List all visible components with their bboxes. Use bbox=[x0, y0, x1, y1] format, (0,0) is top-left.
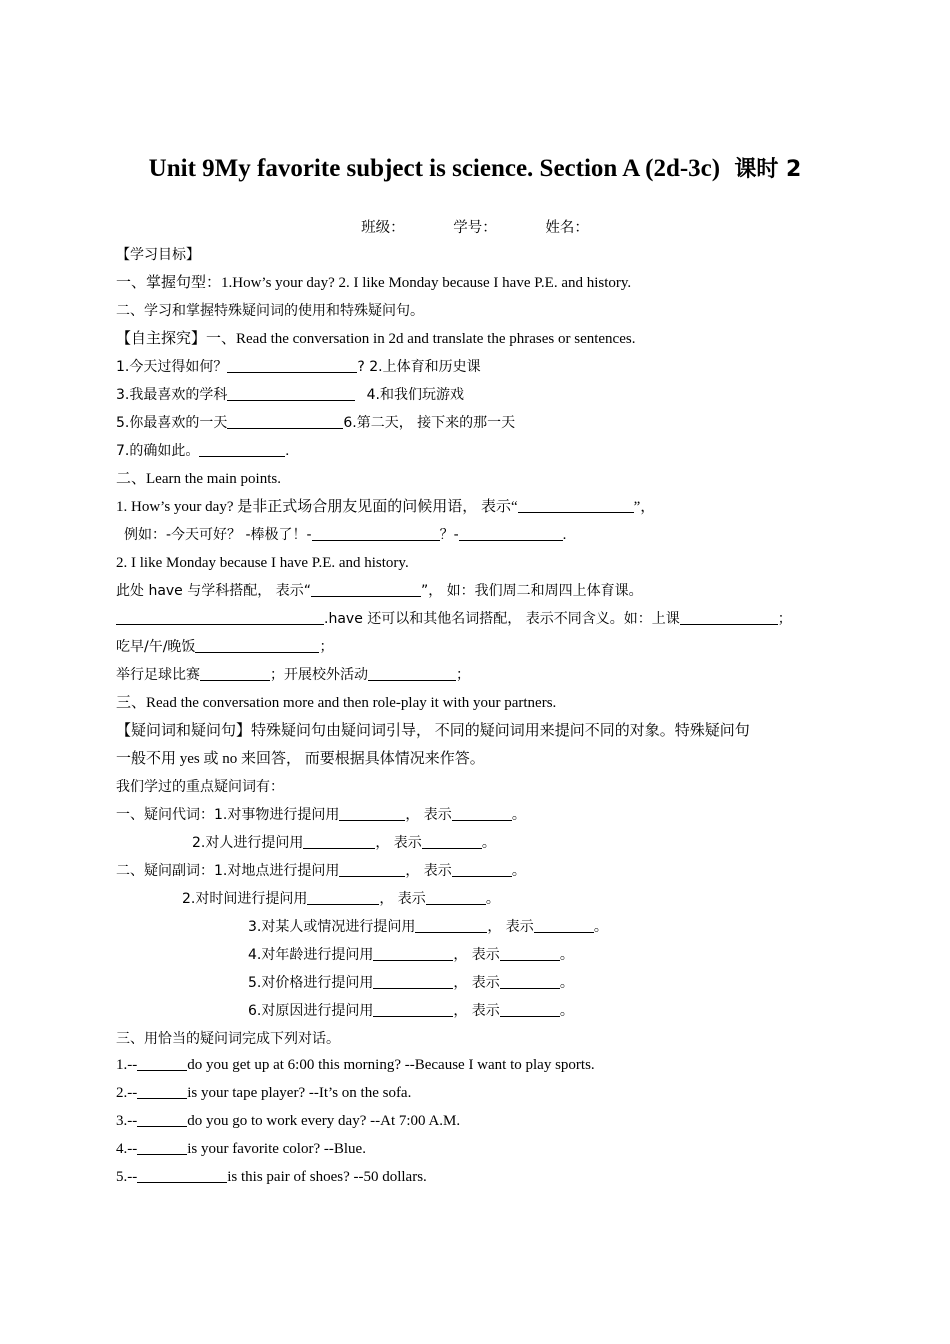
text: ， 表示 bbox=[405, 807, 452, 823]
wh-words-intro: 【疑问词和疑问句】特殊疑问句由疑问词引导， 不同的疑问词用来提问不同的对象。特殊疑问句 bbox=[116, 723, 750, 739]
blank[interactable] bbox=[452, 860, 512, 877]
wh-pronoun-2 bbox=[192, 831, 496, 855]
text: 6.第二天， 接下来的那一天 bbox=[343, 415, 516, 431]
blank[interactable] bbox=[339, 804, 405, 821]
blank[interactable] bbox=[311, 580, 421, 597]
blank[interactable] bbox=[227, 384, 355, 401]
text: ； bbox=[456, 667, 470, 683]
dialogue-heading: 三、用恰当的疑问词完成下列对话。 bbox=[116, 1031, 340, 1047]
blank[interactable] bbox=[303, 832, 375, 849]
text: 。 bbox=[511, 807, 526, 823]
blank[interactable] bbox=[199, 440, 285, 457]
point-2-meal bbox=[116, 635, 333, 659]
text: 5.你最喜欢的一天 bbox=[116, 415, 228, 431]
text: 。 bbox=[511, 863, 526, 879]
blank[interactable] bbox=[373, 944, 453, 961]
text: .have 还可以和其他名词搭配， 表示不同含义。如：上课 bbox=[324, 611, 680, 627]
wh-adverb-3 bbox=[248, 915, 608, 939]
text: 吃早/午/晚饭 bbox=[116, 639, 196, 655]
blank[interactable] bbox=[422, 832, 482, 849]
text: ；开展校外活动 bbox=[270, 667, 368, 683]
text: 一、疑问代词：1.对事物进行提问用 bbox=[116, 807, 340, 823]
text: ”， bbox=[633, 499, 656, 515]
section-objectives: 【学习目标】 bbox=[116, 247, 200, 263]
name-label: 姓名： bbox=[545, 220, 589, 236]
blank[interactable] bbox=[518, 496, 634, 513]
objective-2: 二、学习和掌握特殊疑问词的使用和特殊疑问句。 bbox=[116, 303, 424, 319]
blank[interactable] bbox=[307, 888, 379, 905]
text: ； bbox=[319, 639, 334, 655]
text: 2.对人进行提问用 bbox=[192, 835, 304, 851]
translate-line-2 bbox=[116, 383, 464, 407]
text: do you get up at 6:00 this morning? --Because I want to play sports. bbox=[187, 1057, 595, 1073]
dialogue-3 bbox=[116, 1109, 460, 1133]
point-1-example bbox=[124, 523, 566, 547]
blank[interactable] bbox=[452, 804, 512, 821]
page-title bbox=[0, 152, 950, 183]
blank[interactable] bbox=[137, 1082, 187, 1099]
blank[interactable] bbox=[373, 972, 453, 989]
text: is your favorite color? --Blue. bbox=[187, 1141, 366, 1157]
blank[interactable] bbox=[426, 888, 486, 905]
text: 此处 have 与学科搭配， 表示“ bbox=[116, 583, 311, 599]
blank[interactable] bbox=[200, 664, 270, 681]
blank[interactable] bbox=[137, 1138, 187, 1155]
wh-adverb-6 bbox=[248, 999, 574, 1023]
blank[interactable] bbox=[500, 944, 560, 961]
text: 。 bbox=[485, 891, 500, 907]
text: . bbox=[562, 527, 567, 543]
text: 。 bbox=[559, 975, 574, 991]
self-explore-heading: 【自主探究】一、Read the conversation in 2d and translate the phrases or sentences. bbox=[116, 331, 636, 347]
text: is this pair of shoes? --50 dollars. bbox=[227, 1169, 427, 1185]
blank[interactable] bbox=[500, 972, 560, 989]
main-points-heading: 二、Learn the main points. bbox=[116, 471, 281, 487]
dialogue-2 bbox=[116, 1081, 411, 1105]
text: is your tape player? --It’s on the sofa. bbox=[187, 1085, 412, 1101]
blank[interactable] bbox=[116, 608, 324, 625]
blank[interactable] bbox=[534, 916, 594, 933]
student-info bbox=[0, 216, 950, 237]
dialogue-5 bbox=[116, 1165, 427, 1189]
point-2-explain bbox=[116, 579, 643, 603]
blank[interactable] bbox=[195, 636, 319, 653]
wh-pronoun-1 bbox=[116, 803, 526, 827]
blank[interactable] bbox=[312, 524, 440, 541]
point-2-have bbox=[116, 607, 792, 631]
blank[interactable] bbox=[459, 524, 563, 541]
text: 。 bbox=[481, 835, 496, 851]
text: 4.和我们玩游戏 bbox=[366, 387, 464, 403]
text: . bbox=[285, 443, 290, 459]
text: 4.-- bbox=[116, 1141, 138, 1157]
text: ， 表示 bbox=[453, 947, 500, 963]
text: ， 表示 bbox=[375, 835, 422, 851]
text: 6.对原因进行提问用 bbox=[248, 1003, 374, 1019]
text: do you go to work every day? --At 7:00 A.M. bbox=[187, 1113, 461, 1129]
point-2: 2. I like Monday because I have P.E. and history. bbox=[116, 555, 409, 571]
text: 1.今天过得如何？ bbox=[116, 359, 228, 375]
blank[interactable] bbox=[137, 1054, 187, 1071]
blank[interactable] bbox=[227, 412, 343, 429]
text: ? 2.上体育和历史课 bbox=[357, 359, 481, 375]
text: 。 bbox=[559, 947, 574, 963]
text: 5.对价格进行提问用 bbox=[248, 975, 374, 991]
text: ， 表示 bbox=[453, 975, 500, 991]
dialogue-1 bbox=[116, 1053, 595, 1077]
text: 3.对某人或情况进行提问用 bbox=[248, 919, 416, 935]
blank[interactable] bbox=[500, 1000, 560, 1017]
point-1 bbox=[116, 495, 655, 519]
wh-words-list-heading: 我们学过的重点疑问词有： bbox=[116, 779, 284, 795]
text: 3.我最喜欢的学科 bbox=[116, 387, 228, 403]
text: 1.-- bbox=[116, 1057, 138, 1073]
text: 。 bbox=[593, 919, 608, 935]
text: 2.对时间进行提问用 bbox=[182, 891, 308, 907]
wh-adverb-4 bbox=[248, 943, 574, 967]
text: ？- bbox=[439, 527, 459, 543]
blank[interactable] bbox=[339, 860, 405, 877]
text: 7.的确如此。 bbox=[116, 443, 200, 459]
text: ， 表示 bbox=[453, 1003, 500, 1019]
wh-adverb-2 bbox=[182, 887, 500, 911]
blank[interactable] bbox=[373, 1000, 453, 1017]
class-label: 班级： bbox=[361, 220, 405, 236]
wh-adverb-5 bbox=[248, 971, 574, 995]
blank[interactable] bbox=[227, 356, 357, 373]
wh-words-intro-2: 一般不用 yes 或 no 来回答， 而要根据具体情况来作答。 bbox=[116, 751, 485, 767]
text: ； bbox=[777, 611, 792, 627]
text: ， 表示 bbox=[379, 891, 426, 907]
blank[interactable] bbox=[137, 1166, 227, 1183]
text: 5.-- bbox=[116, 1169, 138, 1185]
text: ， 表示 bbox=[405, 863, 452, 879]
blank[interactable] bbox=[680, 608, 778, 625]
role-play-heading: 三、Read the conversation more and then role-play it with your partners. bbox=[116, 695, 557, 711]
translate-line-3 bbox=[116, 411, 515, 435]
translate-line-4 bbox=[116, 439, 289, 463]
text: 。 bbox=[559, 1003, 574, 1019]
number-label: 学号： bbox=[453, 220, 497, 236]
blank[interactable] bbox=[415, 916, 487, 933]
blank[interactable] bbox=[137, 1110, 187, 1127]
objective-1: 一、掌握句型：1.How’s your day? 2. I like Monday because I have P.E. and history. bbox=[116, 275, 632, 291]
text: 2.-- bbox=[116, 1085, 138, 1101]
text: 举行足球比赛 bbox=[116, 667, 200, 683]
text: 4.对年龄进行提问用 bbox=[248, 947, 374, 963]
point-2-activity bbox=[116, 663, 470, 687]
text: 3.-- bbox=[116, 1113, 138, 1129]
text: ， 表示 bbox=[487, 919, 534, 935]
dialogue-4 bbox=[116, 1137, 366, 1161]
wh-adverb-1 bbox=[116, 859, 526, 883]
title-lesson: 课时 2 bbox=[734, 157, 802, 182]
blank[interactable] bbox=[368, 664, 456, 681]
text: 二、疑问副词：1.对地点进行提问用 bbox=[116, 863, 340, 879]
text: 例如：-今天可好？ -棒极了！- bbox=[124, 527, 312, 543]
text: 1. How’s your day? 是非正式场合朋友见面的问候用语， 表示“ bbox=[116, 499, 518, 515]
text: ”， 如：我们周二和周四上体育课。 bbox=[420, 583, 643, 599]
title-text: Unit 9My favorite subject is science. Section A (2d-3c) bbox=[148, 155, 721, 182]
translate-line-1 bbox=[116, 355, 481, 379]
